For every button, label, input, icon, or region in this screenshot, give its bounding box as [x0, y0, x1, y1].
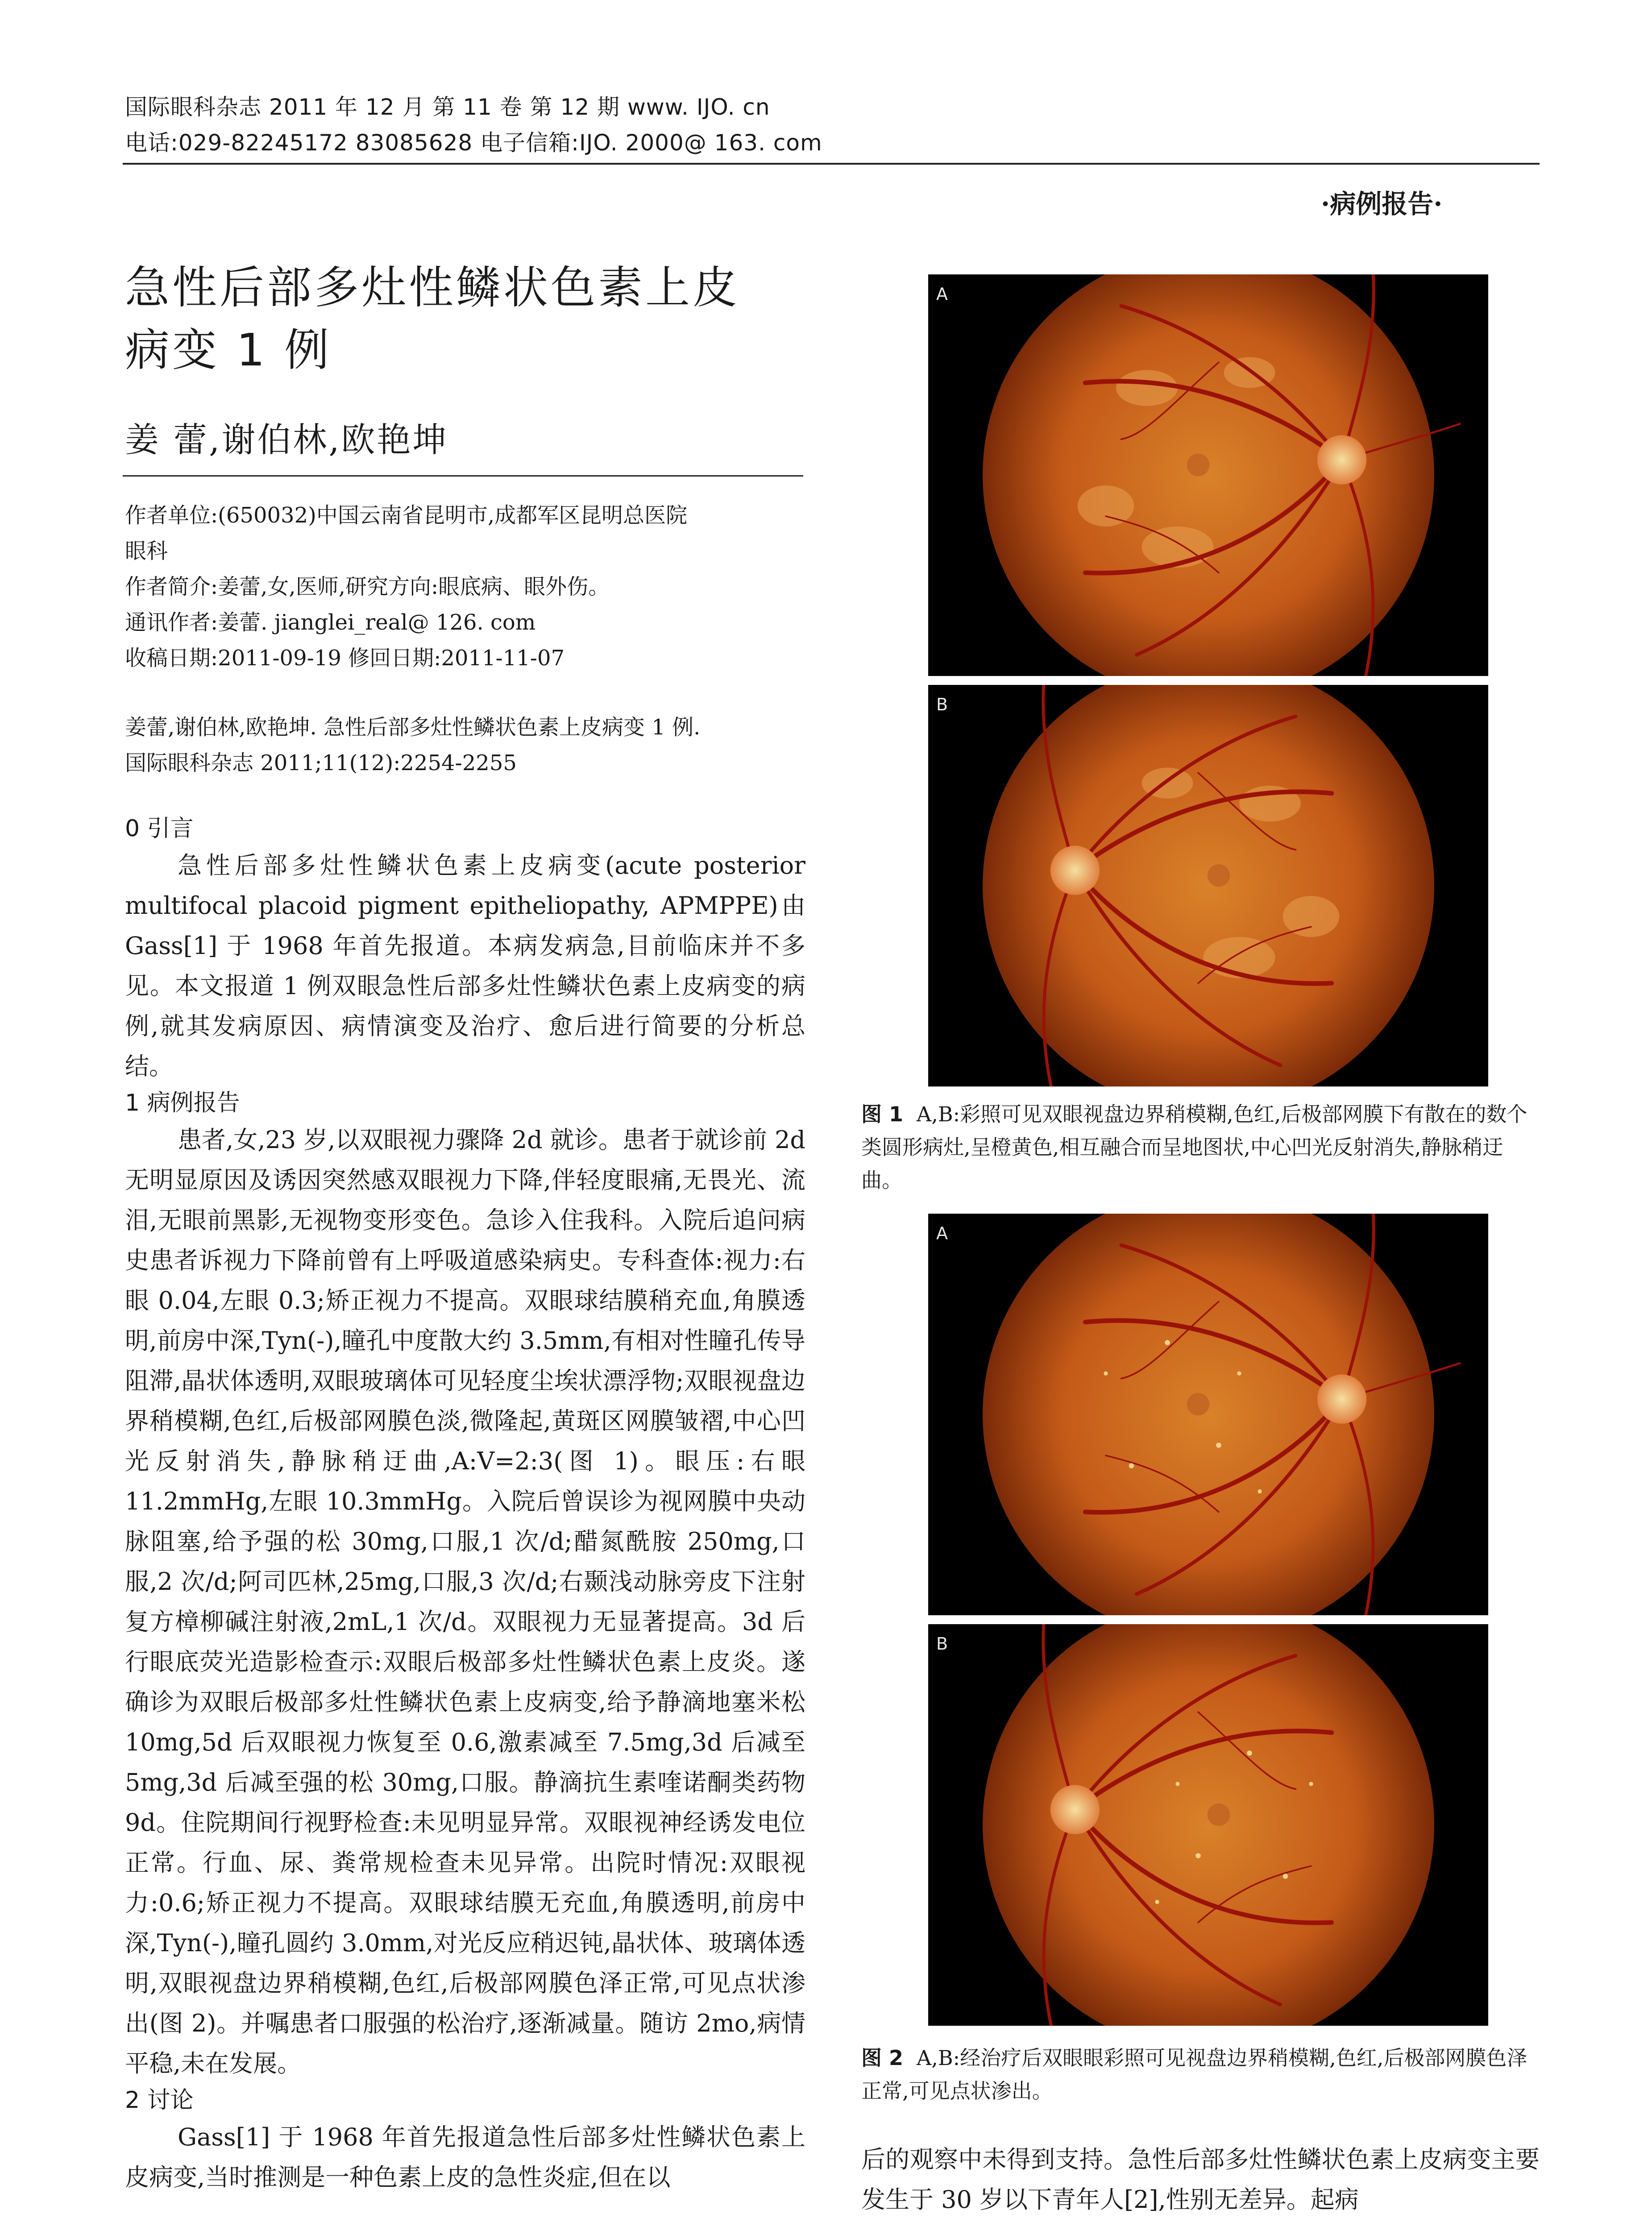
affiliation-line1: 作者单位:(650032)中国云南省昆明市,成都军区昆明总医院 — [125, 503, 688, 528]
header-rule — [123, 163, 1540, 165]
journal-header-line2: 电话:029-82245172 83085628 电子信箱:IJO. 2000@ 163. com — [125, 130, 822, 156]
introduction-paragraph: 急性后部多灶性鳞状色素上皮病变(acute posterior multifocal placoid pigment epitheliopathy, APMPPE)由 Gass[1] 于 1968 年首先报道。本病发病急,目前临床并不多见。本文报道 1 例双眼急性后部多灶性鳞状色素上皮病变的病例,就其发病原因、病情演变及治疗、愈后进行简要的分析总结。 — [125, 851, 805, 1080]
section-heading-discussion: 2 讨论 — [125, 2087, 194, 2114]
right-column — [861, 2140, 1540, 2220]
section-heading-introduction: 0 引言 — [125, 815, 194, 842]
article-title-line1: 急性后部多灶性鳞状色素上皮 — [125, 261, 740, 314]
figure2-caption-label: 图 2 — [861, 2046, 904, 2070]
figure1-panel-b — [928, 685, 1488, 1086]
figure1-panel-a — [928, 274, 1488, 676]
fundus-photo — [952, 274, 1465, 676]
panel-letter: B — [936, 695, 948, 714]
figure2-caption-text: A,B:经治疗后双眼眼彩照可见视盘边界稍模糊,色红,后极部网膜色泽正常,可见点状渗出。 — [861, 2046, 1527, 2103]
figure2-panel-b — [928, 1624, 1488, 2026]
figure1-caption-text: A,B:彩照可见双眼视盘边界稍模糊,色红,后极部网膜下有散在的数个类圆形病灶,呈橙黄色,相互融合而呈地图状,中心凹光反射消失,静脉稍迂曲。 — [861, 1102, 1527, 1192]
authors: 姜 蕾,谢伯林,欧艳坤 — [125, 420, 448, 460]
dates: 收稿日期:2011-09-19 修回日期:2011-11-07 — [125, 646, 565, 671]
section-heading-case-report: 1 病例报告 — [125, 1090, 240, 1116]
journal-header-line1: 国际眼科杂志 2011 年 12 月 第 11 卷 第 12 期 www. IJO. cn — [125, 94, 770, 120]
citation-line2: 国际眼科杂志 2011;11(12):2254-2255 — [125, 751, 517, 775]
discussion-paragraph: Gass[1] 于 1968 年首先报道急性后部多灶性鳞状色素上皮病变,当时推测是一种色素上皮的急性炎症,但在以 — [125, 2123, 805, 2191]
author-bio: 作者简介:姜蕾,女,医师,研究方向:眼底病、眼外伤。 — [125, 574, 610, 599]
citation-line1: 姜蕾,谢伯林,欧艳坤. 急性后部多灶性鳞状色素上皮病变 1 例. — [125, 715, 701, 740]
left-column — [125, 812, 805, 2198]
fundus-photo — [952, 1624, 1465, 2026]
section-tag: ·病例报告· — [1321, 189, 1443, 219]
citation — [125, 709, 808, 781]
figure1-caption — [861, 1098, 1540, 1197]
figure1-caption-label: 图 1 — [861, 1102, 904, 1126]
affiliation-line2: 眼科 — [125, 539, 168, 564]
article-title-line2: 病变 1 例 — [125, 324, 332, 376]
panel-letter: A — [936, 1223, 948, 1243]
figure2-caption — [861, 2041, 1540, 2107]
correspondence: 通讯作者:姜蕾. jianglei_real@ 126. com — [125, 610, 536, 635]
figure2-panel-a — [928, 1214, 1488, 1615]
panel-letter: A — [936, 284, 948, 304]
panel-letter: B — [936, 1634, 948, 1654]
discussion-continuation: 后的观察中未得到支持。急性后部多灶性鳞状色素上皮病变主要发生于 30 岁以下青年人[2],性别无差异。起病 — [861, 2145, 1540, 2214]
meta-block — [125, 498, 808, 676]
fundus-photo — [952, 685, 1465, 1086]
fundus-photo — [952, 1214, 1465, 1615]
case-report-paragraph: 患者,女,23 岁,以双眼视力骤降 2d 就诊。患者于就诊前 2d 无明显原因及诱因突然感双眼视力下降,伴轻度眼痛,无畏光、流泪,无眼前黑影,无视物变形变色。急诊入住我科。入院后追问病史患者诉视力下降前曾有上呼吸道感染病史。专科查体:视力:右眼 0.04,左眼 0.3;矫正视力不提高。双眼球结膜稍充血,角膜透明,前房中深,Tyn(-),瞳孔中度散大约 3.5mm,有相对性瞳孔传导阻滞,晶状体透明,双眼玻璃体可见轻度尘埃状漂浮物;双眼视盘边界稍模糊,色红,后极部网膜色淡,微隆起,黄斑区网膜皱褶,中心凹光反射消失,静脉稍迂曲,A:V=2:3(图 1)。眼压:右眼 11.2mmHg,左眼 10.3mmHg。入院后曾误诊为视网膜中央动脉阻塞,给予强的松 30mg,口服,1 次/d;醋氮酰胺 250mg,口服,2 次/d;阿司匹林,25mg,口服,3 次/d;右颞浅动脉旁皮下注射复方樟柳碱注射液,2mL,1 次/d。双眼视力无显著提高。3d 后行眼底荧光造影检查示:双眼后极部多灶性鳞状色素上皮炎。遂确诊为双眼后极部多灶性鳞状色素上皮病变,给予静滴地塞米松 10mg,5d 后双眼视力恢复至 0.6,激素减至 7.5mg,3d 后减至 5mg,3d 后减至强的松 30mg,口服。静滴抗生素喹诺酮类药物 9d。住院期间行视野检查:未见明显异常。双眼视神经诱发电位正常。行血、尿、粪常规检查未见异常。出院时情况:双眼视力:0.6;矫正视力不提高。双眼球结膜无充血,角膜透明,前房中深,Tyn(-),瞳孔圆约 3.0mm,对光反应稍迟钝,晶状体、玻璃体透明,双眼视盘边界稍模糊,色红,后极部网膜色泽正常,可见点状渗出(图 2)。并嘱患者口服强的松治疗,逐渐减量。随访 2mo,病情平稳,未在发展。 — [125, 1126, 805, 2078]
title-rule — [123, 475, 803, 477]
